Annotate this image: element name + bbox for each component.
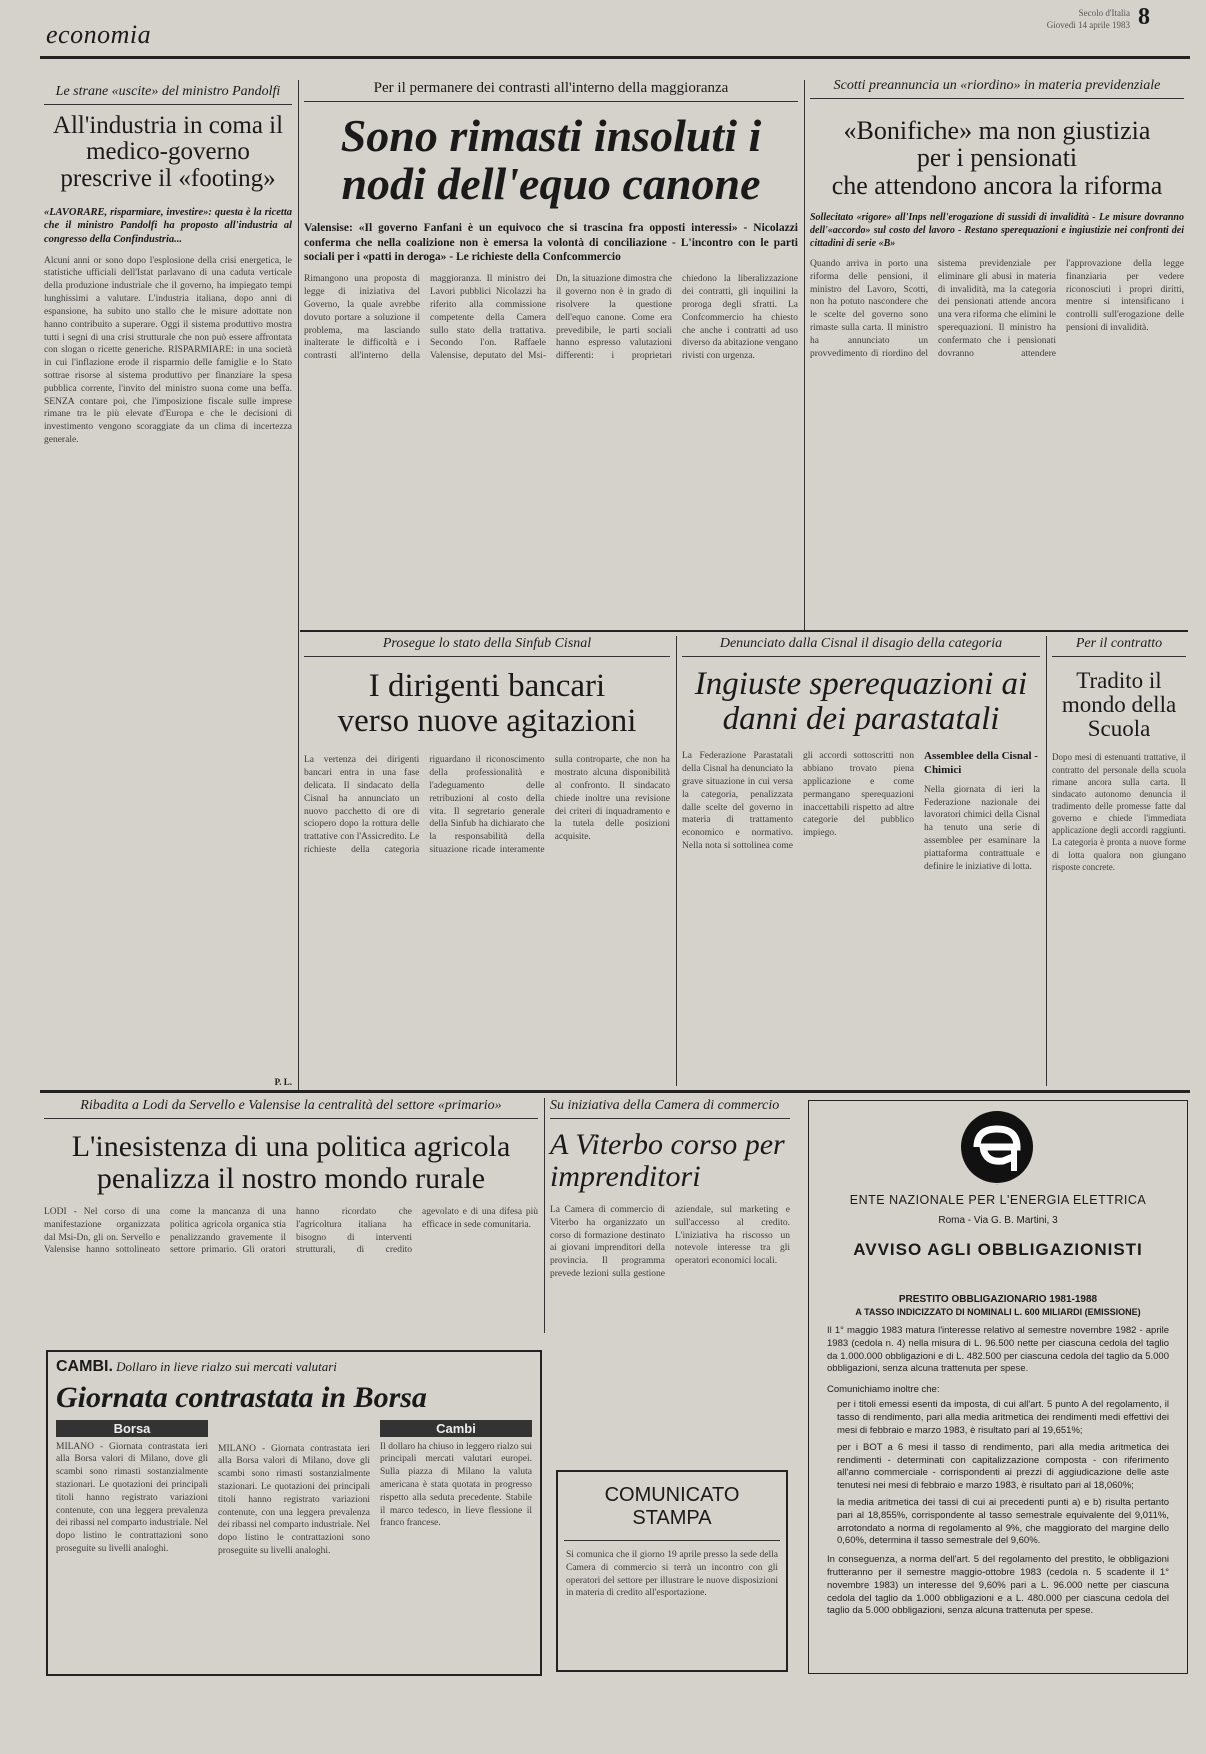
comunicato-title: COMUNICATO STAMPA: [564, 1484, 780, 1541]
article-kicker: Ribadita a Lodi da Servello e Valensise la centralità del settore «primario»: [44, 1098, 538, 1119]
article-lead: Sollecitato «rigore» all'Inps nell'erogazione di sussidi di invalidità - Le misure dovranno dell'«accordo» sul costo del lavoro - Restano sperequazioni e ingiustizie nei confronti dei cittadini di serie «B»: [810, 211, 1184, 249]
column-rule: [1046, 636, 1047, 1086]
article-lead: Valensise: «Il governo Fanfani è un equivoco che si trascina fra opposti interessi» - Nicolazzi conferma che nella coalizione non è emersa la volontà di conciliazione - L'incontro con le parti sociali per i «patti in deroga» - Le richieste della Confcommercio: [304, 221, 798, 264]
article-industria: [44, 84, 292, 1087]
column-rule: [544, 1098, 545, 1333]
enel-logo-text: enel: [996, 1185, 998, 1186]
borsa-box: [46, 1350, 542, 1676]
article-body: LODI - Nel corso di una manifestazione organizzata dal Msi-Dn, gli on. Servello e Valensise hanno sottolineato come la mancanza di una politica agricola organica stia penalizzando gravemente il settore primario. Gli oratori hanno ricordato che l'agricoltura italiana ha bisogno di interventi strutturali, di credito agevolato e di una difesa più efficace in sede comunitaria.: [44, 1207, 538, 1256]
article-body: Rimangono una proposta di legge di iniziativa del Governo, la quale avrebbe dovuto portare a soluzione il problema, ma lasciando inalterate le difficoltà e i contrasti all'interno della maggioranza. Il ministro dei Lavori pubblici Nicolazzi ha riferito alla commissione competente della Camera sullo stato della trattativa. Secondo l'on. Raffaele Valensise, deputato del Msi-Dn, la situazione dimostra che il governo non è in grado di risolvere la questione dell'equo canone. Come era prevedibile, le parti sociali hanno espresso valutazioni differenti: i proprietari chiedono la liberalizzazione dei contratti, gli inquilini la proroga degli sfratti. La Confcommercio ha chiesto che anche i contratti ad uso diverso da abitazione vengano rivisti con urgenza.: [304, 274, 798, 362]
article-body: Quando arriva in porto una riforma delle pensioni, il ministro del Lavoro, Scotti, non ha potuto nascondere che le scelte del governo sono rimaste sulla carta. Il ministro ha annunciato un provvedimento di riordino del sistema previdenziale per eliminare gli abusi in materia di invalidità, ma la categoria dei pensionati attende ancora una vera riforma che elimini le sperequazioni. Il ministro ha confermato che i pensionati dovranno attendere l'approvazione della legge finanziaria per vedere riconosciuti i propri diritti, mentre si intensificano i controlli sull'erogazione delle pensioni di invalidità.: [810, 258, 1184, 359]
enel-loan-subtitle: A TASSO INDICIZZATO DI NOMINALI L. 600 MILIARDI (EMISSIONE): [855, 1307, 1141, 1317]
article-headline-line2: per i pensionati: [916, 143, 1078, 173]
article-lead: «LAVORARE, risparmiare, investire»: questa è la ricetta che il ministro Pandolfi ha proposto all'industria al congresso della Confindustria...: [44, 206, 292, 246]
page-number: 8: [1138, 4, 1150, 30]
borsa-headline: Giornata contrastata in Borsa: [56, 1381, 427, 1414]
article-body: La Federazione Parastatali della Cisnal ha denunciato la grave situazione in cui versa la categoria, penalizzata dalle scelte del governo in materia di trattamento economico e normativo. Nella nota si sottolinea come gli accordi sottoscritti non abbiano trovato piena applicazione e come permangano sperequazioni inaccettabili rispetto ad altre categorie del pubblico impiego.: [682, 751, 914, 851]
enel-name: ENTE NAZIONALE PER L'ENERGIA ELETTRICA: [849, 1193, 1147, 1207]
enel-loan-title: PRESTITO OBBLIGAZIONARIO 1981-1988: [898, 1294, 1098, 1305]
article-kicker: Scotti preannuncia un «riordino» in materia previdenziale: [810, 78, 1184, 99]
article-headline: L'inesistenza di una politica agricola penalizza il nostro mondo rurale: [71, 1130, 511, 1195]
article-canone: [304, 80, 798, 605]
borsa-kicker-rest: Dollaro in lieve rialzo sui mercati valutari: [116, 1359, 337, 1374]
article-bancari: [304, 636, 670, 1066]
enel-para-final: In conseguenza, a norma dell'art. 5 del regolamento del prestito, le obbligazioni frutteranno per il semestre maggio-ottobre 1983 (cedola n. 5 scadente il 1° novembre 1983) un interesse del 9,60% pari a L. 96.000 nette per ciascuna cedola del taglio da 1.000 obbligazioni e a L. 480.000 per ciascuna cedola del taglio da 5.000 obbligazioni, senza alcuna trattenuta per spese.: [827, 1554, 1169, 1617]
article-headline: All'industria in coma il medico-governo prescrive il «footing»: [52, 112, 284, 192]
article-kicker: Per il permanere dei contrasti all'interno della maggioranza: [304, 80, 798, 102]
borsa-kicker-bold: CAMBI.: [56, 1358, 113, 1375]
article-body: La Camera di commercio di Viterbo ha organizzato un corso di formazione destinato ai giovani imprenditori della provincia. Il programma prevede lezioni sulla gestione aziendale, sul marketing e sull'accesso al credito. L'iniziativa ha riscosso un notevole interesse tra gli operatori economici locali.: [550, 1205, 790, 1280]
article-body: Dopo mesi di estenuanti trattative, il contratto del personale della scuola rimane ancora sulla carta. Il sindacato autonomo denuncia il tradimento delle promesse fatte dal governo e chiede l'immediata applicazione degli accordi raggiunti. La categoria è pronta a nuove forme di lotta qualora non giungano risposte concrete.: [1052, 752, 1186, 872]
article-body: Alcuni anni or sono dopo l'esplosione della crisi energetica, le statistiche ufficiali dell'Istat parlavano di una caduta verticale della produzione industriale che il governo, ha impiegato tempi lunghissimi a valutare. L'industria italiana, dopo anni di espansione, ha subito uno stallo che le misure adottate non hanno contribuito a superare. Oggi il sistema produttivo mostra tutti i segni di una crisi strutturale che non può essere affrontata con slogan o ricette generiche. RISPARMIARE: in una società in cui l'inflazione erode il risparmio delle famiglie e lo Stato sottrae risorse al sistema produttivo per finanziare la spesa pubblica corrente, l'invito del ministro suona come una beffa. SENZA contare poi, che l'imposizione fiscale sulle imprese rimane tra le più elevate d'Europa e che le decisioni di investimento vengono scoraggiate da un clima di incertezza generale.: [44, 255, 292, 446]
article-agricola: [44, 1098, 538, 1338]
cambi-body: Il dollaro ha chiuso in leggero rialzo sui principali mercati valutari europei. Sulla piazza di Milano la valuta americana è stata quotata in progresso rispetto alla seduta precedente. Stabile il marco tedesco, in lieve flessione il franco francese.: [380, 1441, 532, 1529]
article-subhead: Assemblee della Cisnal - Chimici: [924, 750, 1038, 777]
article-kicker: Su iniziativa della Camera di commercio: [550, 1098, 790, 1119]
article-headline: Sono rimasti insoluti i nodi dell'equo canone: [340, 110, 762, 210]
article-scuola: [1052, 636, 1186, 1071]
cambi-label: Cambi: [380, 1420, 532, 1437]
article-headline: Ingiuste sperequazioni ai danni dei parastatali: [694, 666, 1028, 737]
band-rule: [300, 630, 1188, 632]
article-kicker: Le strane «uscite» del ministro Pandolfi: [44, 84, 292, 105]
column-rule: [804, 80, 805, 630]
article-headline-line1: «Bonifiche» ma non giustizia: [843, 116, 1151, 145]
article-subbody: Nella giornata di ieri la Federazione nazionale dei lavoratori chimici della Cisnal ha tenuto una serie di assemblee per esaminare la piattaforma contrattuale e definire le iniziative di lotta.: [924, 784, 1040, 872]
enel-address: Roma - Via G. B. Martini, 3: [938, 1215, 1058, 1226]
article-kicker: Per il contratto: [1052, 636, 1186, 657]
article-parastatali: [682, 636, 1040, 1080]
enel-item-b: per i BOT a 6 mesi il tasso di rendimento, pari alla media aritmetica dei rendimenti - determinati con capitalizzazione composta - con riferimento all'anno commerciale - corrispondenti ai prezzi di aggiudicazione delle aste tenutesi nei mesi di febbraio e marzo 1983, è risultato pari al 18,060%;: [837, 1441, 1169, 1492]
article-signature: P. L.: [274, 1076, 292, 1087]
enel-notice-title: AVVISO AGLI OBBLIGAZIONISTI: [853, 1240, 1143, 1259]
borsa-label: Borsa: [56, 1420, 208, 1437]
comunicato-box: [556, 1470, 788, 1672]
masthead-rule: [40, 56, 1190, 59]
enel-logo-icon: [947, 1107, 1047, 1187]
article-headline: A Viterbo corso per imprenditori: [550, 1128, 785, 1193]
article-bonifiche: [810, 78, 1184, 592]
borsa-middle-body: MILANO - Giornata contrastata ieri alla Borsa valori di Milano, dove gli scambi sono rimasti sostanzialmente stazionari. Le quotazioni dei principali titoli hanno registrato variazioni contenute, con una leggera prevalenza dei ribassi nel comparto industriale. Nel dopo listino le contrattazioni sono proseguite su livelli analoghi.: [218, 1443, 370, 1556]
article-body: La vertenza dei dirigenti bancari entra in una fase delicata. Il sindacato della Cisnal ha annunciato un nuovo pacchetto di ore di sciopero dopo la rottura delle trattative con l'Assicredito. Le richieste della categoria riguardano il riconoscimento della professionalità e l'adeguamento delle retribuzioni al costo della vita. Il segretario generale della Sinfub ha dichiarato che la responsabilità della situazione ricade interamente sulla controparte, che non ha mostrato alcuna disponibilità al confronto. Il sindacato chiede inoltre una revisione dei criteri di inquadramento e la tutela delle posizioni acquisite.: [304, 755, 670, 855]
article-kicker: Prosegue lo stato della Sinfub Cisnal: [304, 636, 670, 657]
enel-calc-intro: Comunichiamo inoltre che:: [827, 1384, 940, 1396]
article-kicker: Denunciato dalla Cisnal il disagio della categoria: [682, 636, 1040, 657]
enel-para1: Il 1° maggio 1983 matura l'interesse relativo al semestre novembre 1982 - aprile 1983 (cedola n. 4) nella misura di L. 96.500 nette per ciascuna cedola del taglio da 1.000.000 obbligazioni e di L. 482.500 per ciascuna cedola del taglio da 5.000 obbligazioni, senza alcuna trattenuta per spese.: [827, 1325, 1169, 1375]
comunicato-body: Si comunica che il giorno 19 aprile presso la sede della Camera di commercio si terrà un incontro con gli operatori del settore per illustrare le nuove disposizioni in materia di credito all'esportazione.: [566, 1550, 778, 1599]
borsa-body: MILANO - Giornata contrastata ieri alla Borsa valori di Milano, dove gli scambi sono rimasti sostanzialmente stazionari. Le quotazioni dei principali titoli hanno registrato variazioni contenute, con una leggera prevalenza dei ribassi nel comparto industriale. Nel dopo listino le contrattazioni sono proseguite su livelli analoghi.: [56, 1441, 208, 1554]
paper-date: Giovedì 14 aprile 1983: [1046, 20, 1130, 30]
band-rule: [40, 1090, 1190, 1093]
enel-item-a: per i titoli emessi esenti da imposta, di cui all'art. 5 punto A del regolamento, il tasso di rendimento, pari alla media aritmetica dei rendimenti medi effettivi dei mesi di febbraio e marzo 1983, è risultato pari al 19,651%;: [837, 1399, 1169, 1436]
column-rule: [298, 80, 299, 1090]
paper-name: Secolo d'Italia: [1078, 8, 1130, 18]
article-headline-line3: che attendono ancora la riforma: [831, 170, 1163, 200]
enel-item-c: la media aritmetica dei tassi di cui ai precedenti punti a) e b) risulta pertanto pari al 18,855%, corrispondente al tasso semestrale equivalente del 9,011%, arrotondato a norma di regolamento al 9%, che maggiorato del margine dello 0,60%, determina il tasso semestrale del 9,60%.: [837, 1496, 1169, 1547]
column-rule: [676, 636, 677, 1086]
enel-notice: [808, 1100, 1188, 1674]
article-headline: Tradito il mondo della Scuola: [1061, 668, 1177, 742]
section-name: economia: [46, 20, 152, 49]
article-headline: I dirigenti bancari verso nuove agitazioni: [337, 668, 637, 739]
